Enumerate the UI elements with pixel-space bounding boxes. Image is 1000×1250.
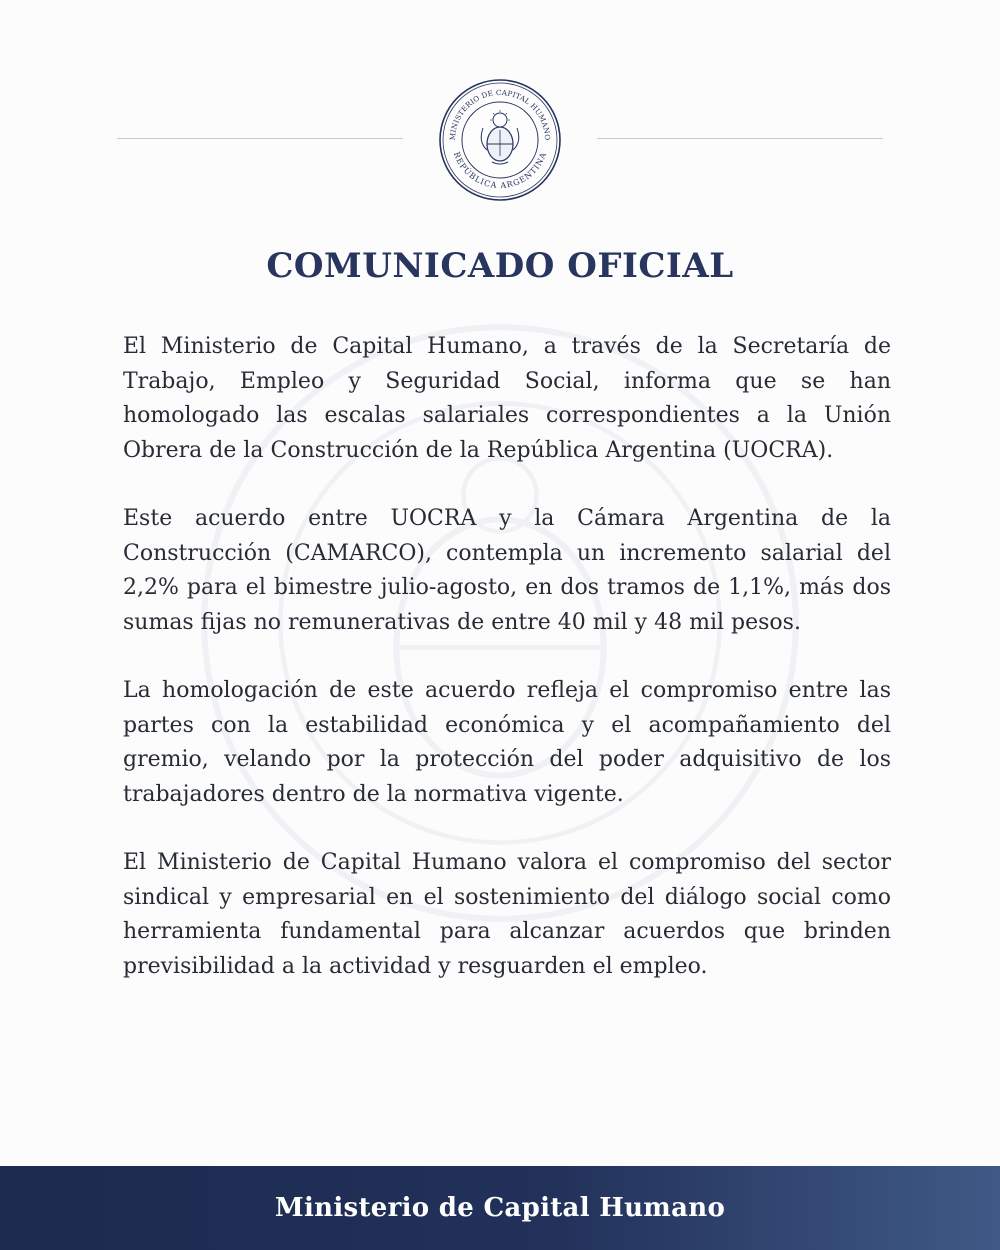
- statement-body: [123, 330, 891, 1018]
- seal-bottom-text: REPÚBLICA ARGENTINA: [451, 150, 549, 191]
- header-divider-left: [117, 138, 403, 139]
- paragraph-4: El Ministerio de Capital Humano valora el compromiso del sector sindical y empresarial en el sostenimiento del diálogo social como herramienta fundamental para alcanzar acuerdos que brinden previsibilidad a la actividad y resguarden el empleo.: [123, 850, 891, 979]
- ministry-seal: [438, 78, 562, 202]
- paragraph-3: La homologación de este acuerdo refleja el compromiso entre las partes con la estabilidad económica y el acompañamiento del gremio, velando por la protección del poder adquisitivo de los trabajadores dentro de la normativa vigente.: [123, 678, 891, 807]
- footer-ministry-name: Ministerio de Capital Humano: [274, 1193, 726, 1223]
- page-title: COMUNICADO OFICIAL: [266, 246, 734, 286]
- footer-bar: [0, 1166, 1000, 1250]
- paragraph-2: Este acuerdo entre UOCRA y la Cámara Argentina de la Construcción (CAMARCO), contempla un incremento salarial del 2,2% para el bimestre julio-agosto, en dos tramos de 1,1%, más dos sumas fijas no remunerativas de entre 40 mil y 48 mil pesos.: [123, 506, 891, 635]
- paragraph-1: El Ministerio de Capital Humano, a través de la Secretaría de Trabajo, Empleo y Seguridad Social, informa que se han homologado las escalas salariales correspondientes a la Unión Obrera de la Construcción de la República Argentina (UOCRA).: [123, 334, 891, 463]
- seal-top-text: MINISTERIO DE CAPITAL HUMANO: [447, 87, 553, 141]
- header-divider-right: [597, 138, 883, 139]
